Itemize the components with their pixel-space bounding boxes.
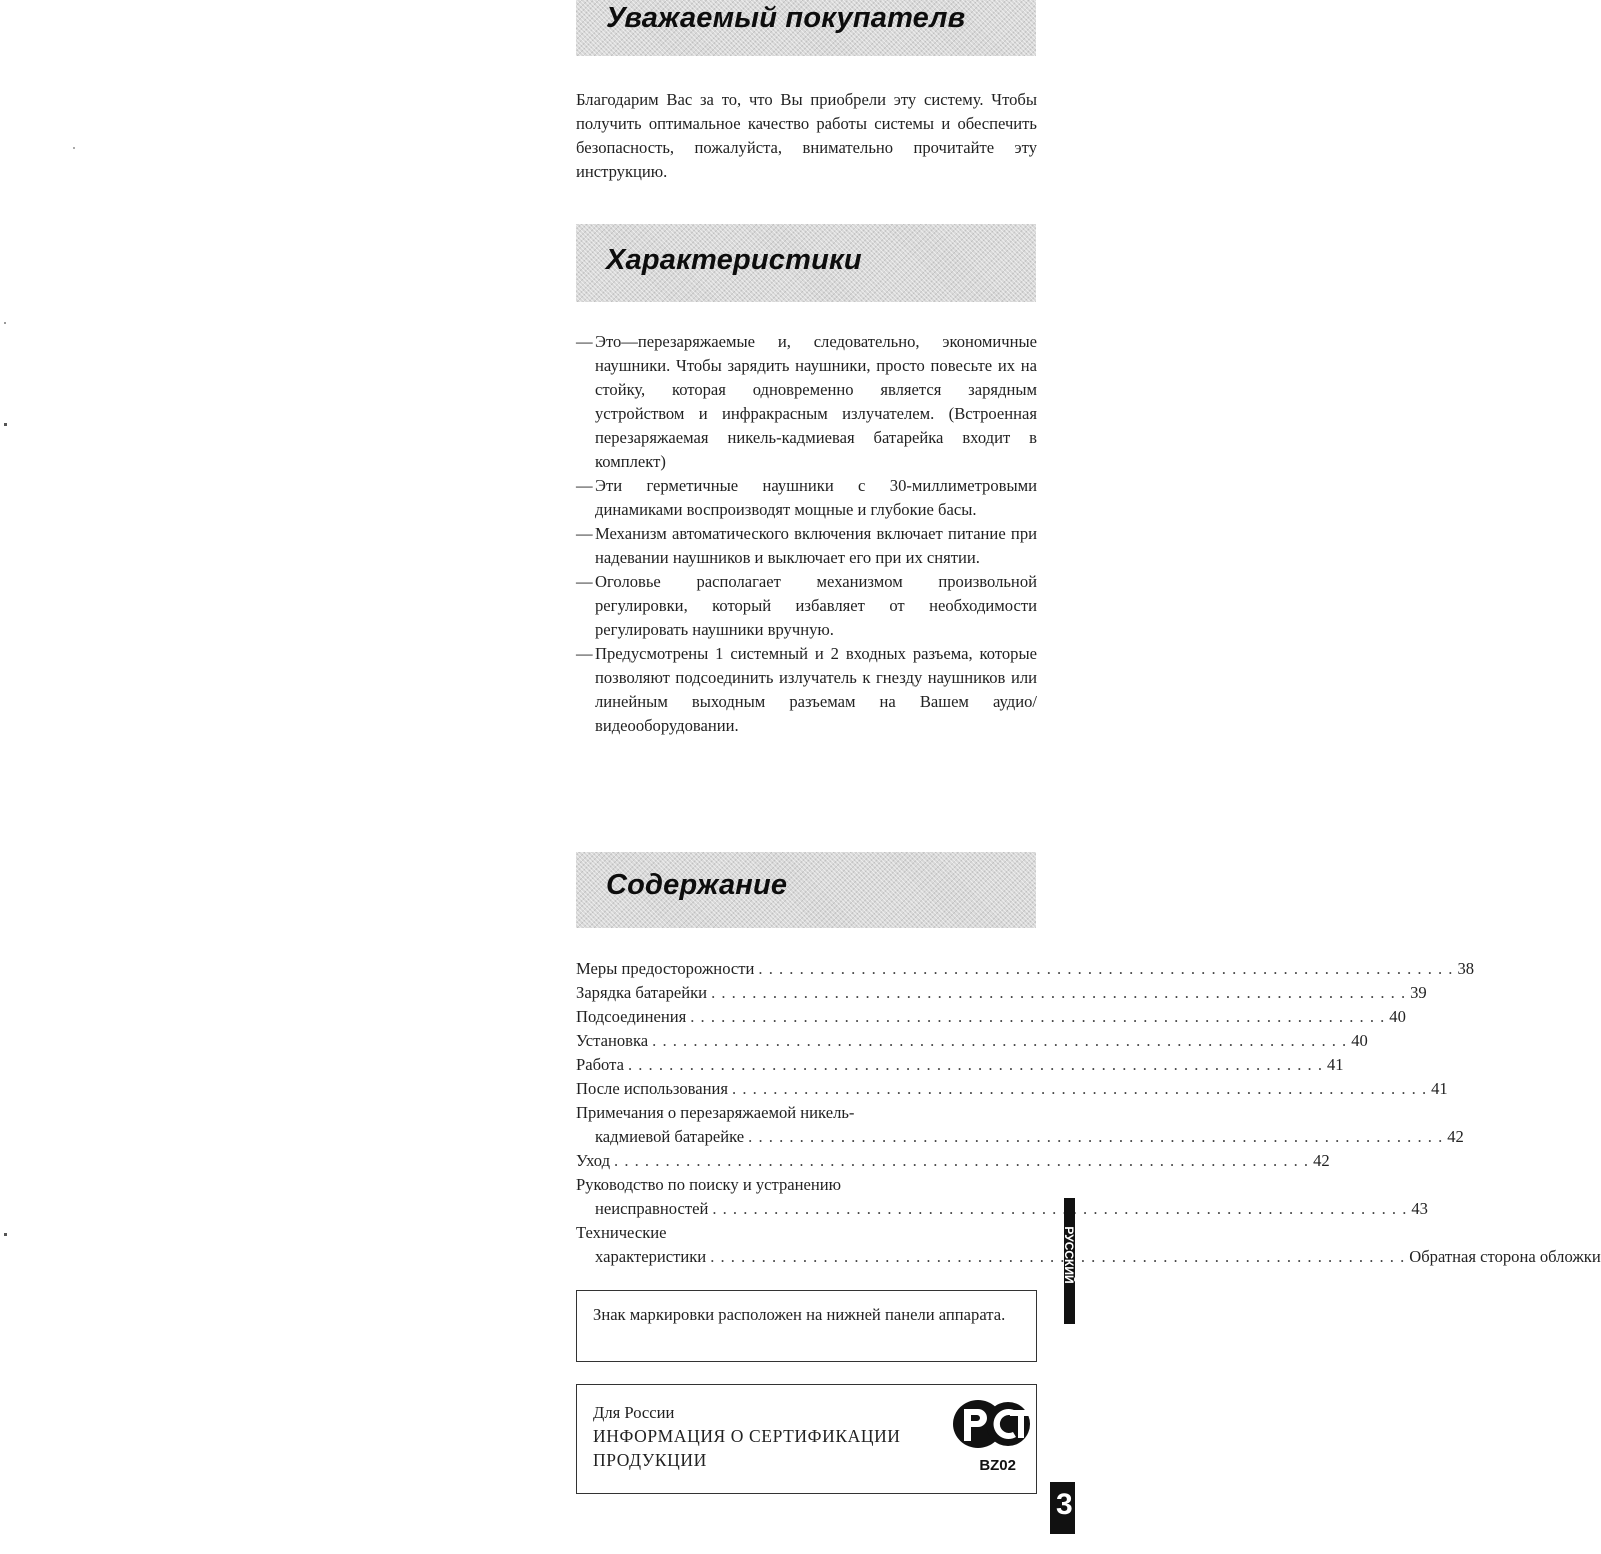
toc-page-number: Обратная сторона обложки	[1409, 1247, 1601, 1266]
bullet-dash: —	[576, 524, 593, 543]
toc-dot-leader	[732, 1077, 1427, 1101]
toc-page-number: 41	[1431, 1079, 1448, 1098]
section-heading-dear-customer	[576, 0, 1036, 56]
scan-speck	[73, 147, 75, 149]
feature-item	[576, 570, 1037, 642]
toc-dot-leader	[628, 1053, 1323, 1077]
toc-row	[576, 1005, 1406, 1029]
feature-item	[576, 522, 1037, 570]
cert-code: BZ02	[979, 1457, 1016, 1474]
marking-notice: Знак маркировки расположен на нижней панели аппарата.	[576, 1290, 1037, 1362]
feature-item	[576, 474, 1037, 522]
toc-row	[576, 1029, 1368, 1053]
toc-label: Уход	[576, 1151, 611, 1170]
toc-dot-leader	[652, 1029, 1347, 1053]
feature-text: Механизм автоматического включения включает питание при надевании наушников и выключает его при их снятии.	[595, 524, 1037, 567]
cert-heading-line2: ПРОДУКЦИИ	[593, 1450, 707, 1470]
toc-row	[576, 1101, 1037, 1125]
toc-row	[576, 981, 1427, 1005]
scan-speck	[4, 1233, 7, 1236]
toc-page-number: 43	[1411, 1199, 1428, 1218]
toc-label: Технические	[576, 1223, 667, 1242]
feature-text: Эти герметичные наушники с 30-миллиметровыми динамиками воспроизводят мощные и глубокие басы.	[595, 476, 1037, 519]
toc-row	[576, 1125, 1464, 1149]
rst-certification-logo-icon	[950, 1397, 1034, 1453]
toc-dot-leader	[748, 1125, 1443, 1149]
section-heading-features	[576, 224, 1036, 302]
toc-row	[576, 1149, 1330, 1173]
language-tab	[1064, 1198, 1075, 1324]
toc-dot-leader	[758, 957, 1453, 981]
scan-speck	[4, 423, 7, 426]
toc-dot-leader	[711, 981, 1406, 1005]
toc-row	[576, 1197, 1428, 1221]
toc-label: Зарядка батарейки	[576, 983, 708, 1002]
toc-label: кадмиевой батарейке	[595, 1127, 745, 1146]
toc-dot-leader	[690, 1005, 1385, 1029]
toc-row	[576, 1077, 1448, 1101]
cert-country: Для России	[593, 1403, 675, 1422]
toc-page-number: 39	[1410, 983, 1427, 1002]
toc-row	[576, 1173, 1037, 1197]
toc-label: Работа	[576, 1055, 624, 1074]
toc-label: Примечания о перезаряжаемой никель-	[576, 1103, 855, 1122]
certification-box	[576, 1384, 1037, 1494]
section-title: Уважаемый покупателв	[606, 2, 966, 34]
toc-label: Установка	[576, 1031, 649, 1050]
intro-paragraph: Благодарим Вас за то, что Вы приобрели эту систему. Чтобы получить оптимальное качество работы системы и обеспечить безопасность, пожалуйста, внимательно прочитайте эту инструкцию.	[576, 90, 1037, 181]
toc-label: Меры предосторожности	[576, 959, 755, 978]
toc-page-number: 41	[1326, 1055, 1344, 1074]
bullet-dash: —	[576, 644, 593, 663]
toc-page-number: 42	[1313, 1151, 1330, 1170]
toc-row	[576, 957, 1475, 981]
section-title: Содержание	[606, 869, 788, 901]
bullet-dash: —	[576, 332, 593, 351]
toc-page-number: 42	[1447, 1127, 1464, 1146]
toc-row	[576, 1245, 1601, 1269]
toc-page-number: 40	[1351, 1031, 1368, 1050]
toc-label: характеристики	[595, 1247, 707, 1266]
section-title: Характеристики	[606, 244, 862, 276]
toc-page-number: 38	[1457, 959, 1475, 978]
toc-label: Руководство по поиску и устранению	[576, 1175, 842, 1194]
bullet-dash: —	[576, 476, 593, 495]
page-number: 3	[1056, 1488, 1073, 1521]
language-tab-label: РУССКИЙ	[1062, 1226, 1076, 1284]
scan-speck	[4, 322, 6, 324]
toc-page-number: 40	[1389, 1007, 1406, 1026]
feature-text: Это—перезаряжаемые и, следовательно, экономичные наушники. Чтобы зарядить наушники, просто повесьте их на стойку, которая одновременно является зарядным устройством и инфракрасным излучателем. (Встроенная перезаряжаемая никель-кадмиевая батарейка входит в комплект)	[595, 332, 1037, 471]
toc-row	[576, 1221, 1037, 1245]
bullet-dash: —	[576, 572, 593, 591]
toc-row	[576, 1053, 1344, 1077]
toc-dot-leader	[710, 1245, 1405, 1269]
toc-dot-leader	[614, 1149, 1309, 1173]
feature-text: Оголовье располагает механизмом произвольной регулировки, который избавляет от необходимости регулировать наушники вручную.	[595, 572, 1037, 639]
features-list	[576, 330, 1037, 738]
feature-text: Предусмотрены 1 системный и 2 входных разъема, которые позволяют подсоединить излучатель к гнезду наушников или линейным выходным разъемам на Вашем аудио/видеооборудовании.	[595, 644, 1037, 735]
feature-item	[576, 642, 1037, 738]
toc-label: Подсоединения	[576, 1007, 687, 1026]
feature-item	[576, 330, 1037, 474]
cert-heading-line1: ИНФОРМАЦИЯ О СЕРТИФИКАЦИИ	[593, 1426, 901, 1446]
toc-dot-leader	[712, 1197, 1407, 1221]
toc-label: неисправностей	[595, 1199, 709, 1218]
page-number-tab	[1050, 1482, 1075, 1534]
section-heading-contents	[576, 852, 1036, 928]
toc-label: После использования	[576, 1079, 729, 1098]
